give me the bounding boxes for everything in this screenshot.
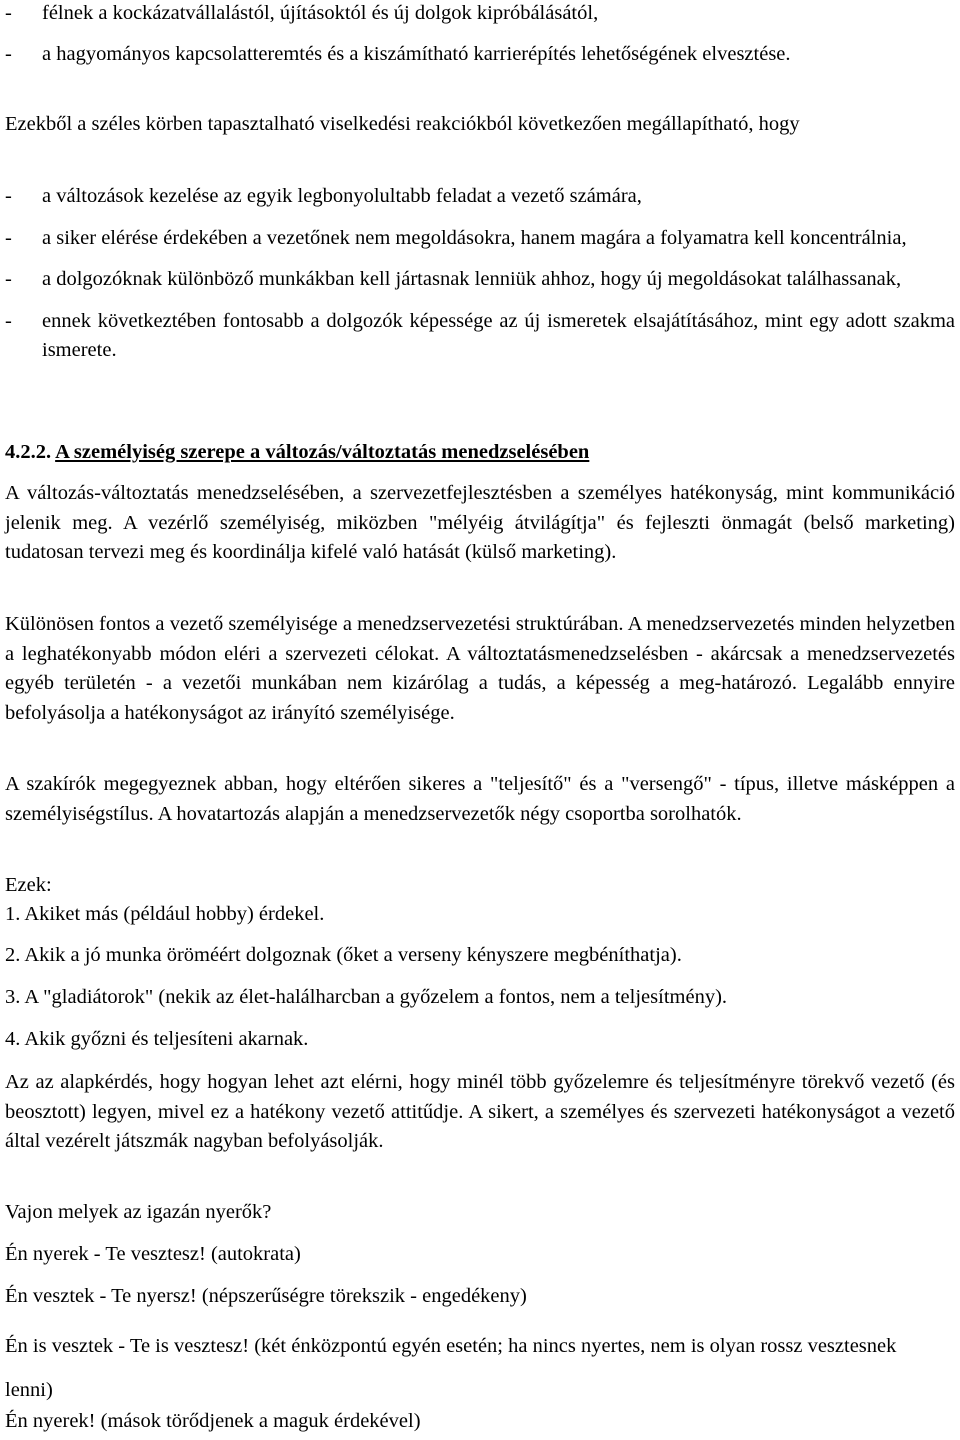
game-item: Én vesztek - Te nyersz! (népszerűségre törekszik - engedékeny) (5, 1285, 527, 1307)
list-item-text: a dolgozóknak különböző munkákban kell jártasnak lenniük ahhoz, hogy új megoldásokat találhassanak, (42, 268, 902, 290)
section-heading (5, 438, 955, 468)
winners-question: Vajon melyek az igazán nyerők? (5, 1201, 272, 1223)
list-dash: - (5, 226, 12, 249)
type-item: 2. Akik a jó munka öröméért dolgoznak (őket a verseny kényszere megbéníthatja). (5, 944, 682, 966)
list-dash: - (5, 268, 12, 290)
list-item-text: a siker elérése érdekében a vezetőnek nem megoldásokra, hanem magára a folyamatra kell koncentrálnia, (42, 226, 907, 249)
body-paragraph: Különösen fontos a vezető személyisége a menedzservezetési struktúrában. A menedzservezetés minden helyzetben a leghatékonyabb módon eléri a szervezeti célokat. A változtatásmenedzselésben - akárcsak a menedzservezetés egyéb területén - a vezetői munkában nem kizárólag a tudás, a képesség a meg-határozó. Legalább ennyire befolyásolja a hatékonyságot az irányító személyisége. (5, 613, 955, 724)
list-item (5, 182, 955, 212)
list-item (5, 224, 955, 254)
body-paragraph: A változás-változtatás menedzselésében, a szervezetfejlesztésben a személyes hatékonyság, mint kommunikáció jelenik meg. A vezérlő személyiség, miközben "mélyéig átvilágítja" és fejleszti önmagát (belső marketing) tudatosan tervezi meg és koordinálja kifelé való hatását (külső marketing). (5, 482, 955, 563)
intro-paragraph: Ezekből a széles körben tapasztalható viselkedési reakciókból következően megállapítható, hogy (5, 113, 800, 135)
list-item-text: ennek következtében fontosabb a dolgozók képessége az új ismeretek elsajátításához, mint egy adott szakma ismerete. (42, 309, 955, 361)
list-item-text: félnek a kockázatvállalástól, újításoktól és új dolgok kipróbálásától, (42, 2, 599, 24)
list-dash: - (5, 185, 12, 207)
game-item: Én nyerek - Te vesztesz! (autokrata) (5, 1243, 301, 1265)
section-title: A személyiség szerepe a változás/változtatás menedzselésében (55, 441, 590, 463)
body-paragraph: A szakírók megegyeznek abban, hogy eltérően sikeres a "teljesítő" és a "versengő" - típus, illetve másképpen a személyiségstílus. A hovatartozás alapján a menedzservezetők négy csoportba sorolhatók. (5, 773, 955, 825)
list-item (5, 0, 955, 29)
question-paragraph: Az az alapkérdés, hogy hogyan lehet azt elérni, hogy minél több győzelemre és teljesítményre törekvő vezető (és beosztott) legyen, mivel ez a hatékony vezető attitűdje. A sikert, a személyes és szervezeti hatékonyságot a vezető által vezérelt játszmák nagyban befolyásolják. (5, 1071, 955, 1152)
type-item: 3. A "gladiátorok" (nekik az élet-halálharcban a győzelem a fontos, nem a teljesítmény). (5, 986, 728, 1008)
list-dash: - (5, 2, 12, 24)
types-label: Ezek: (5, 874, 52, 896)
type-item: 4. Akik győzni és teljesíteni akarnak. (5, 1028, 309, 1050)
list-item-text: a hagyományos kapcsolatteremtés és a kiszámítható karrierépítés lehetőségének elvesztése. (42, 42, 791, 65)
type-item: 1. Akiket más (például hobby) érdekel. (5, 903, 325, 925)
list-dash: - (5, 42, 12, 65)
list-item-text: a változások kezelése az egyik legbonyolultabb feladat a vezető számára, (42, 185, 642, 207)
conclusions-list (5, 182, 955, 366)
list-item (5, 40, 955, 70)
list-item (5, 307, 955, 366)
list-dash: - (5, 309, 12, 332)
top-bullet-list (5, 0, 955, 69)
game-item: Én nyerek! (mások törődjenek a maguk érdekével) (5, 1410, 421, 1432)
section-number: 4.2.2. (5, 441, 52, 463)
game-item: Én is vesztek - Te is vesztesz! (két énközpontú egyén esetén; ha nincs nyertes, nem is olyan rossz vesztesnek lenni) (5, 1335, 897, 1401)
list-item (5, 265, 955, 295)
